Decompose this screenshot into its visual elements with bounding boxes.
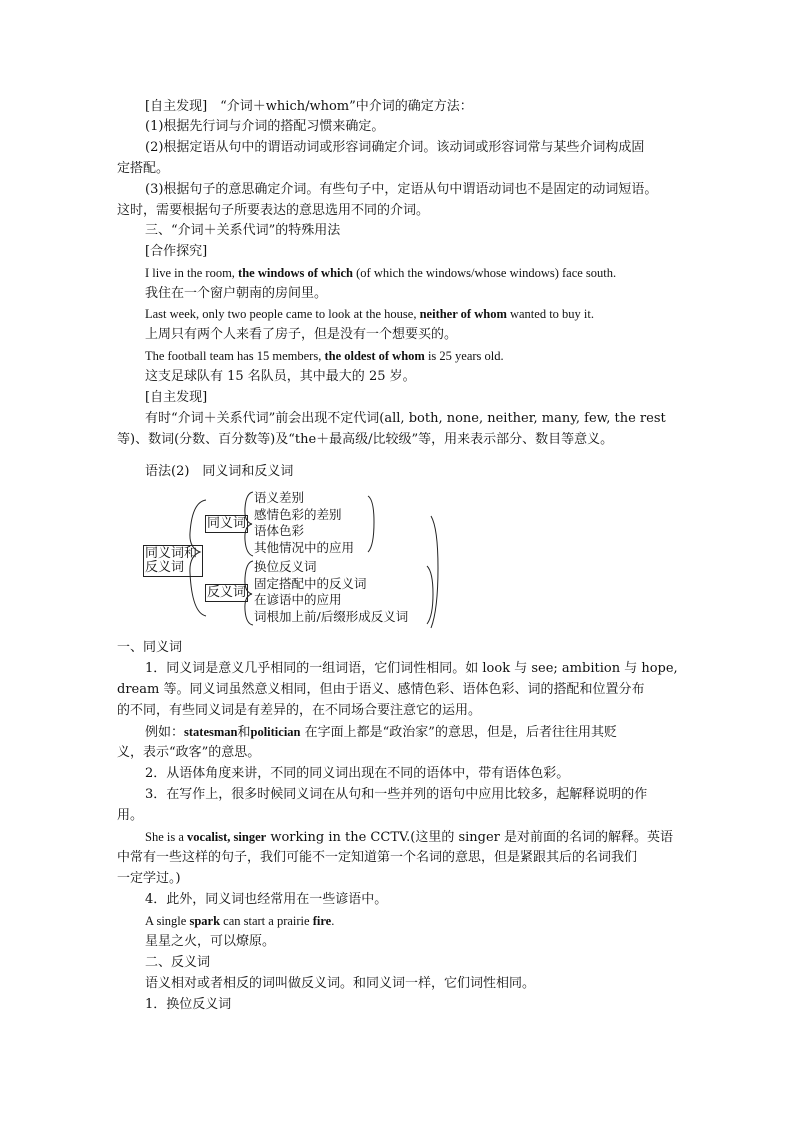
syn-point-4: 4．此外，同义词也经常用在一些谚语中。 (145, 892, 388, 907)
section-synonyms: 一、同义词 (117, 640, 183, 655)
ant-definition: 语义相对或者相反的词叫做反义词。和同义词一样，它们词性相同。 (145, 976, 536, 991)
example-3-zh: 这支足球队有 15 名队员，其中最大的 25 岁。 (145, 369, 416, 384)
highlight: the oldest of whom (324, 349, 425, 363)
example-3-en (145, 346, 717, 366)
cooperation-heading: [合作探究] (145, 244, 208, 259)
highlight: the windows of which (238, 266, 353, 280)
proverb-zh: 星星之火，可以燎原。 (145, 934, 276, 949)
syn-point-2: 2．从语体角度来讲，不同的同义词出现在不同的语体中，带有语体色彩。 (145, 766, 570, 781)
self-discovery-heading: [自主发现] “介词＋which/whom”中介词的确定方法： (145, 99, 473, 114)
syn-point-1-cont: dream 等。同义词虽然意义相同，但由于语义、感情色彩、语体色彩、词的搭配和位置分布 (117, 682, 645, 697)
grammar-2-title: 语法(2) 同义词和反义词 (145, 464, 294, 479)
example-text: A single (145, 914, 190, 928)
rule-1: (1)根据先行词与介词的搭配习惯来确定。 (145, 119, 385, 134)
rule-3-cont: 这时，需要根据句子所要表达的意思选用不同的介词。 (117, 203, 430, 218)
diagram-item: 固定搭配中的反义词 (254, 575, 367, 591)
highlight: vocalist, singer (187, 830, 267, 844)
syn-point-3-cont: 用。 (117, 808, 144, 823)
proverb-en (145, 911, 717, 931)
example-text: The football team has 15 members, (145, 349, 325, 363)
syn-example-2 (145, 827, 717, 848)
syn-example-2-cont2: 一定学过。) (117, 871, 181, 886)
section-antonyms: 二、反义词 (145, 955, 211, 970)
diagram-item: 感情色彩的差别 (254, 506, 342, 522)
rule-2: (2)根据定语从句中的谓语动词或形容词确定介词。该动词或形容词常与某些介词构成固 (145, 140, 645, 155)
diagram-item: 语体色彩 (254, 523, 305, 538)
section-3-title: 三、“介词＋关系代词”的特殊用法 (145, 223, 341, 238)
example-text: is 25 years old. (424, 349, 504, 363)
highlight: statesman (184, 725, 238, 739)
syn-example-2-cont: 中常有一些这样的句子，我们可能不一定知道第一个名词的意思，但是紧跟其后的名词我们 (117, 850, 638, 865)
example-text: wanted to buy it. (506, 307, 594, 321)
syn-point-1-cont2: 的不同，有些同义词是有差异的，在不同场合要注意它的运用。 (117, 703, 482, 718)
diagram-item: 在谚语中的应用 (254, 592, 342, 607)
self-discovery-heading-2: [自主发现] (145, 390, 208, 405)
example-1-zh: 我住在一个窗户朝南的房间里。 (145, 286, 328, 301)
syn-example-cont: 义，表示“政客”的意思。 (117, 745, 261, 760)
example-text: 在字面上都是“政治家”的意思，但是，后者往往用其贬 (300, 725, 617, 740)
example-1-en (145, 263, 717, 283)
diagram-item: 其他情况中的应用 (254, 539, 355, 555)
note-para-cont: 等)、数词(分数、百分数等)及“the＋最高级/比较级”等，用来表示部分、数目等意义。 (117, 432, 614, 447)
highlight: spark (189, 914, 221, 928)
diagram-root: 同义词和反义词 (143, 545, 203, 577)
highlight: politician (250, 725, 301, 739)
example-text: working in the CCTV.(这里的 singer 是对前面的名词的解释。英语 (266, 830, 674, 845)
example-2-en (145, 304, 717, 324)
example-text: (of which the windows/whose windows) face south. (353, 266, 617, 280)
example-text: . (331, 914, 335, 928)
example-text: 和 (237, 725, 251, 740)
rule-2-cont: 定搭配。 (117, 161, 170, 176)
diagram-antonym-label: 反义词 (207, 585, 247, 600)
ant-point-1: 1．换位反义词 (145, 997, 232, 1012)
example-text: Last week, only two people came to look at the house, (145, 307, 420, 321)
syn-point-1: 1．同义词是意义几乎相同的一组词语，它们词性相同。如 look 与 see; ambition 与 hope, (145, 661, 678, 676)
diagram-item: 语义差别 (254, 490, 305, 505)
rule-3: (3)根据句子的意思确定介词。有些句子中，定语从句中谓语动词也不是固定的动词短语。 (145, 182, 658, 197)
syn-point-3: 3．在写作上，很多时候同义词在从句和一些并列的语句中应用比较多，起解释说明的作 (145, 787, 648, 802)
highlight: neither of whom (419, 307, 507, 321)
note-para: 有时“介词＋关系代词”前会出现不定代词(all, both, none, neither, many, few, the rest (145, 411, 666, 426)
example-text: can start a prairie (220, 914, 313, 928)
diagram-item: 词根加上前/后缀形成反义词 (254, 608, 409, 624)
example-text: She is a (145, 830, 188, 844)
example-text: 例如： (145, 725, 185, 740)
example-text: I live in the room, (145, 266, 239, 280)
diagram-item: 换位反义词 (254, 559, 317, 574)
highlight: fire (312, 914, 332, 928)
synonym-antonym-diagram (142, 488, 452, 636)
syn-example (145, 722, 717, 743)
diagram-synonym-label: 同义词 (207, 516, 247, 531)
example-2-zh: 上周只有两个人来看了房子，但是没有一个想要买的。 (145, 327, 458, 342)
diagram-braces (142, 488, 452, 636)
